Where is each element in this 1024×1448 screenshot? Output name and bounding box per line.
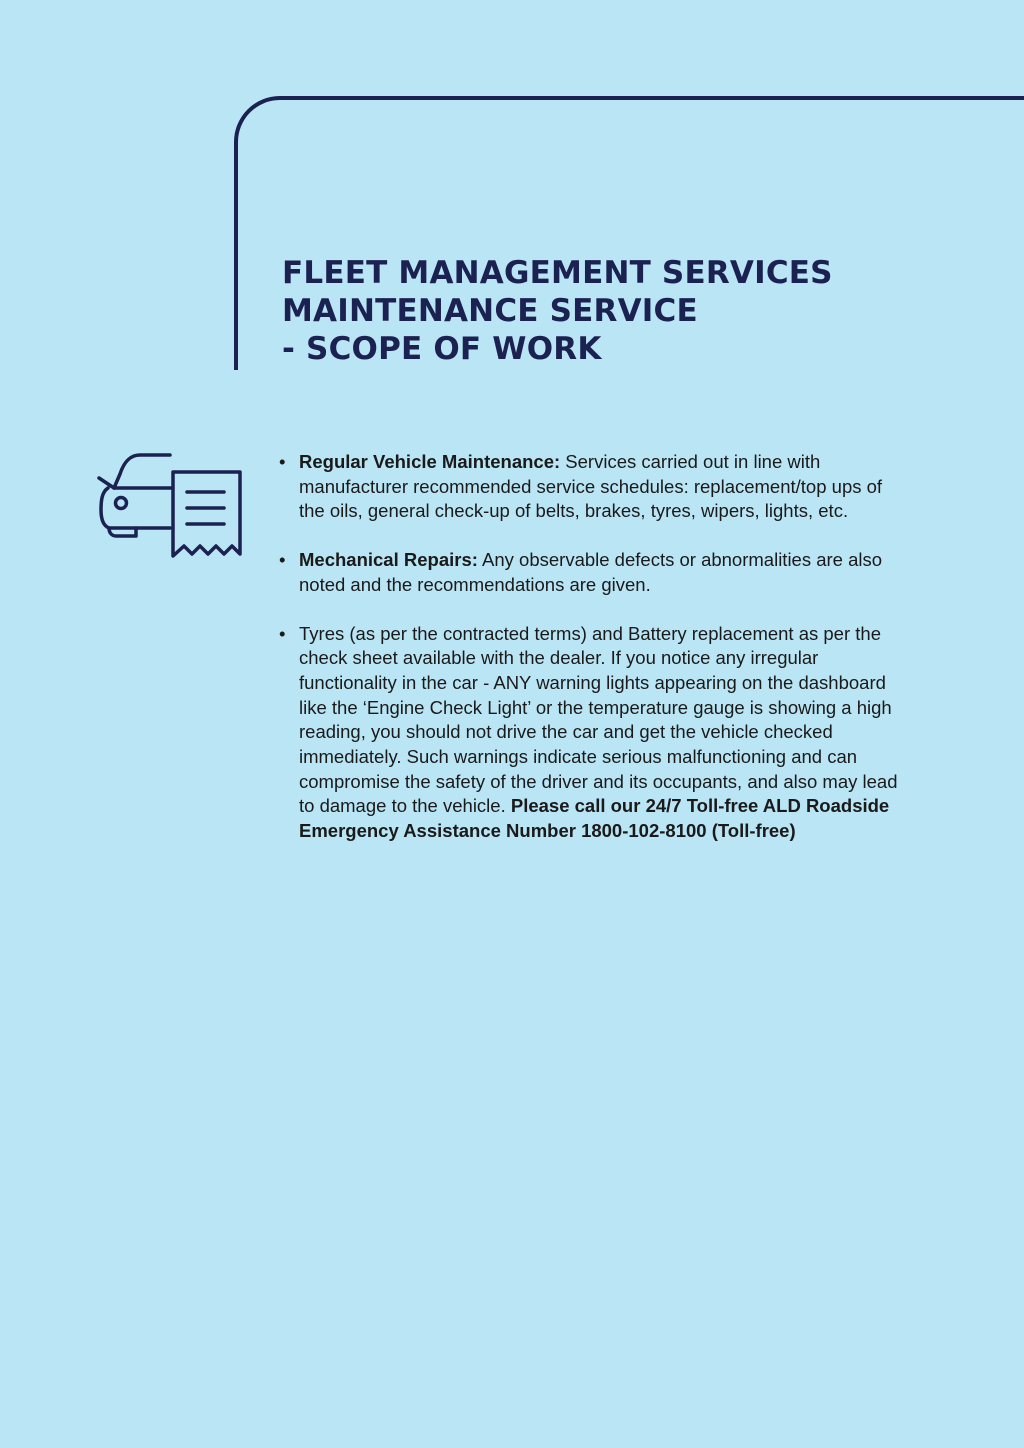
service-item-heading: Regular Vehicle Maintenance: bbox=[299, 451, 561, 472]
title-line-2: MAINTENANCE SERVICE bbox=[282, 293, 698, 329]
page-title bbox=[282, 254, 982, 368]
car-service-checklist-icon bbox=[96, 450, 248, 564]
service-item-mechanical-repairs bbox=[278, 548, 908, 597]
title-line-3: - SCOPE OF WORK bbox=[282, 331, 602, 367]
service-item-tyres-battery bbox=[278, 622, 908, 844]
emergency-assistance-number: Please call our 24/7 Toll-free ALD Roadside Emergency Assistance Number 1800-102-8100 (Toll-free) bbox=[299, 795, 890, 842]
service-item-text: Any observable defects or abnormalities are also noted and the recommendations are given. bbox=[299, 549, 883, 595]
service-item-heading: Mechanical Repairs: bbox=[299, 549, 478, 571]
services-list bbox=[278, 450, 908, 868]
title-line-1: FLEET MANAGEMENT SERVICES bbox=[282, 255, 833, 291]
service-item-text: Services carried out in line with manufacturer recommended service schedules: replacement/top ups of the oils, general check-up of belts, brakes, tyres, wipers, lights, etc. bbox=[299, 451, 883, 522]
service-item-text: Tyres (as per the contracted terms) and Battery replacement as per the check sheet available with the dealer. If you notice any irregular functionality in the car - ANY warning lights appearing on the dashboard like the ‘Engine Check Light’ or the temperature gauge is showing a high reading, you should not drive the car and get the vehicle checked immediately. Such warnings indicate serious malfunctioning and can compromise the safety of the driver and its occupants, and also may lead to damage to the vehicle. bbox=[299, 622, 898, 817]
service-item-regular-maintenance bbox=[278, 450, 908, 524]
